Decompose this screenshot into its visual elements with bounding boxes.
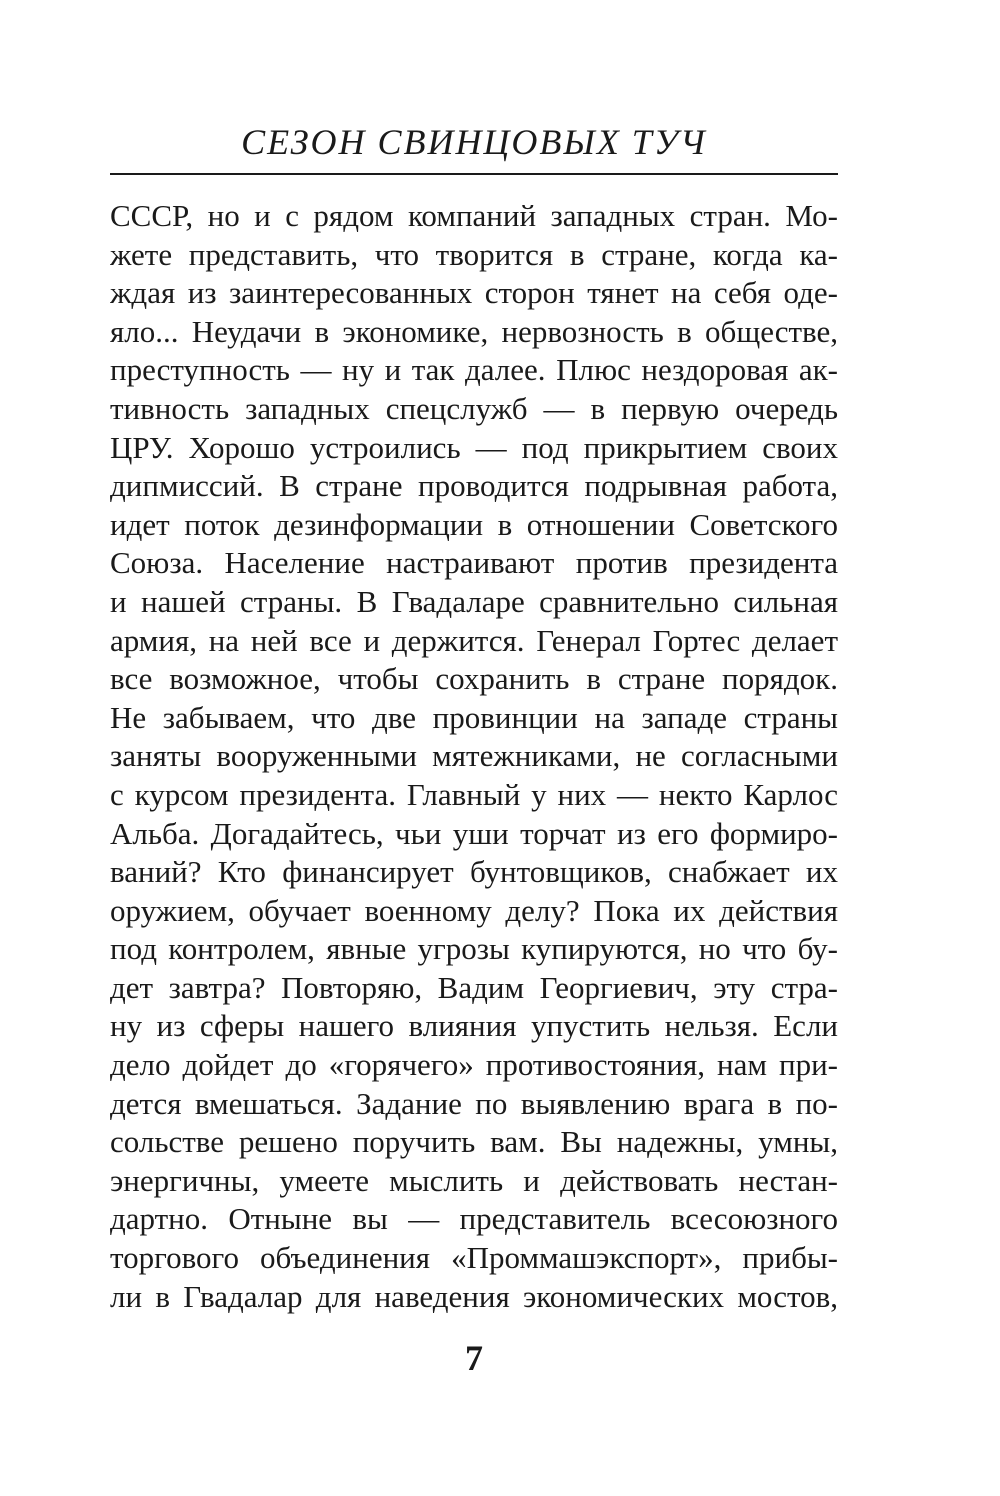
text-line: преступность — ну и так далее. Плюс нездоровая ак- xyxy=(110,352,838,388)
text-line: дет завтра? Повторяю, Вадим Георгиевич, эту стра- xyxy=(110,969,838,1005)
text-line: ну из сферы нашего влияния упустить нельзя. Если xyxy=(110,1008,838,1044)
text-line: СССР, но и с рядом компаний западных стран. Мо- xyxy=(110,198,838,233)
text-line: энергичны, умеете мыслить и действовать нестан- xyxy=(110,1162,838,1198)
text-line: жете представить, что творится в стране, когда ка- xyxy=(110,236,838,272)
text-line: дело дойдет до «горячего» противостояния, нам при- xyxy=(110,1047,838,1083)
text-line: Союза. Население настраивают против президента xyxy=(110,545,838,581)
text-line: армия, на ней все и держится. Генерал Гортес делает xyxy=(110,622,838,658)
text-line: ваний? Кто финансирует бунтовщиков, снабжает их xyxy=(110,854,838,890)
text-line: Альба. Догадайтесь, чьи уши торчат из его формиро- xyxy=(110,815,838,851)
text-line: Не забываем, что две провинции на западе страны xyxy=(110,699,838,735)
body-text xyxy=(110,197,838,1316)
header-rule xyxy=(110,173,838,175)
text-line: торгового объединения «Проммашэкспорт», прибы- xyxy=(110,1240,838,1276)
text-line: идет поток дезинформации в отношении Советского xyxy=(110,506,838,542)
text-line: оружием, обучает военному делу? Пока их действия xyxy=(110,892,838,928)
text-line: ли в Гвадалар для наведения экономических мостов, xyxy=(110,1278,838,1314)
text-line: дипмиссий. В стране проводится подрывная работа, xyxy=(110,468,838,504)
text-line: дартно. Отныне вы — представитель всесоюзного xyxy=(110,1201,838,1237)
text-line: ЦРУ. Хорошо устроились — под прикрытием своих xyxy=(110,429,838,465)
text-line: с курсом президента. Главный у них — некто Карлос xyxy=(110,776,838,812)
text-line: сольстве решено поручить вам. Вы надежны, умны, xyxy=(110,1124,838,1160)
text-line: под контролем, явные угрозы купируются, но что бу- xyxy=(110,931,838,967)
page-number: 7 xyxy=(465,1338,483,1378)
text-line: дется вмешаться. Задание по выявлению врага в по- xyxy=(110,1085,838,1121)
text-line: все возможное, чтобы сохранить в стране порядок. xyxy=(110,661,838,697)
text-line: заняты вооруженными мятежниками, не согласными xyxy=(110,738,838,774)
text-line: ждая из заинтересованных сторон тянет на себя оде- xyxy=(110,275,838,311)
text-line: и нашей страны. В Гвадаларе сравнительно сильная xyxy=(110,583,838,619)
running-head: СЕЗОН СВИНЦОВЫХ ТУЧ xyxy=(241,122,707,162)
text-line: тивность западных спецслужб — в первую очередь xyxy=(110,390,838,426)
text-line: яло... Неудачи в экономике, нервозность в обществе, xyxy=(110,313,838,349)
